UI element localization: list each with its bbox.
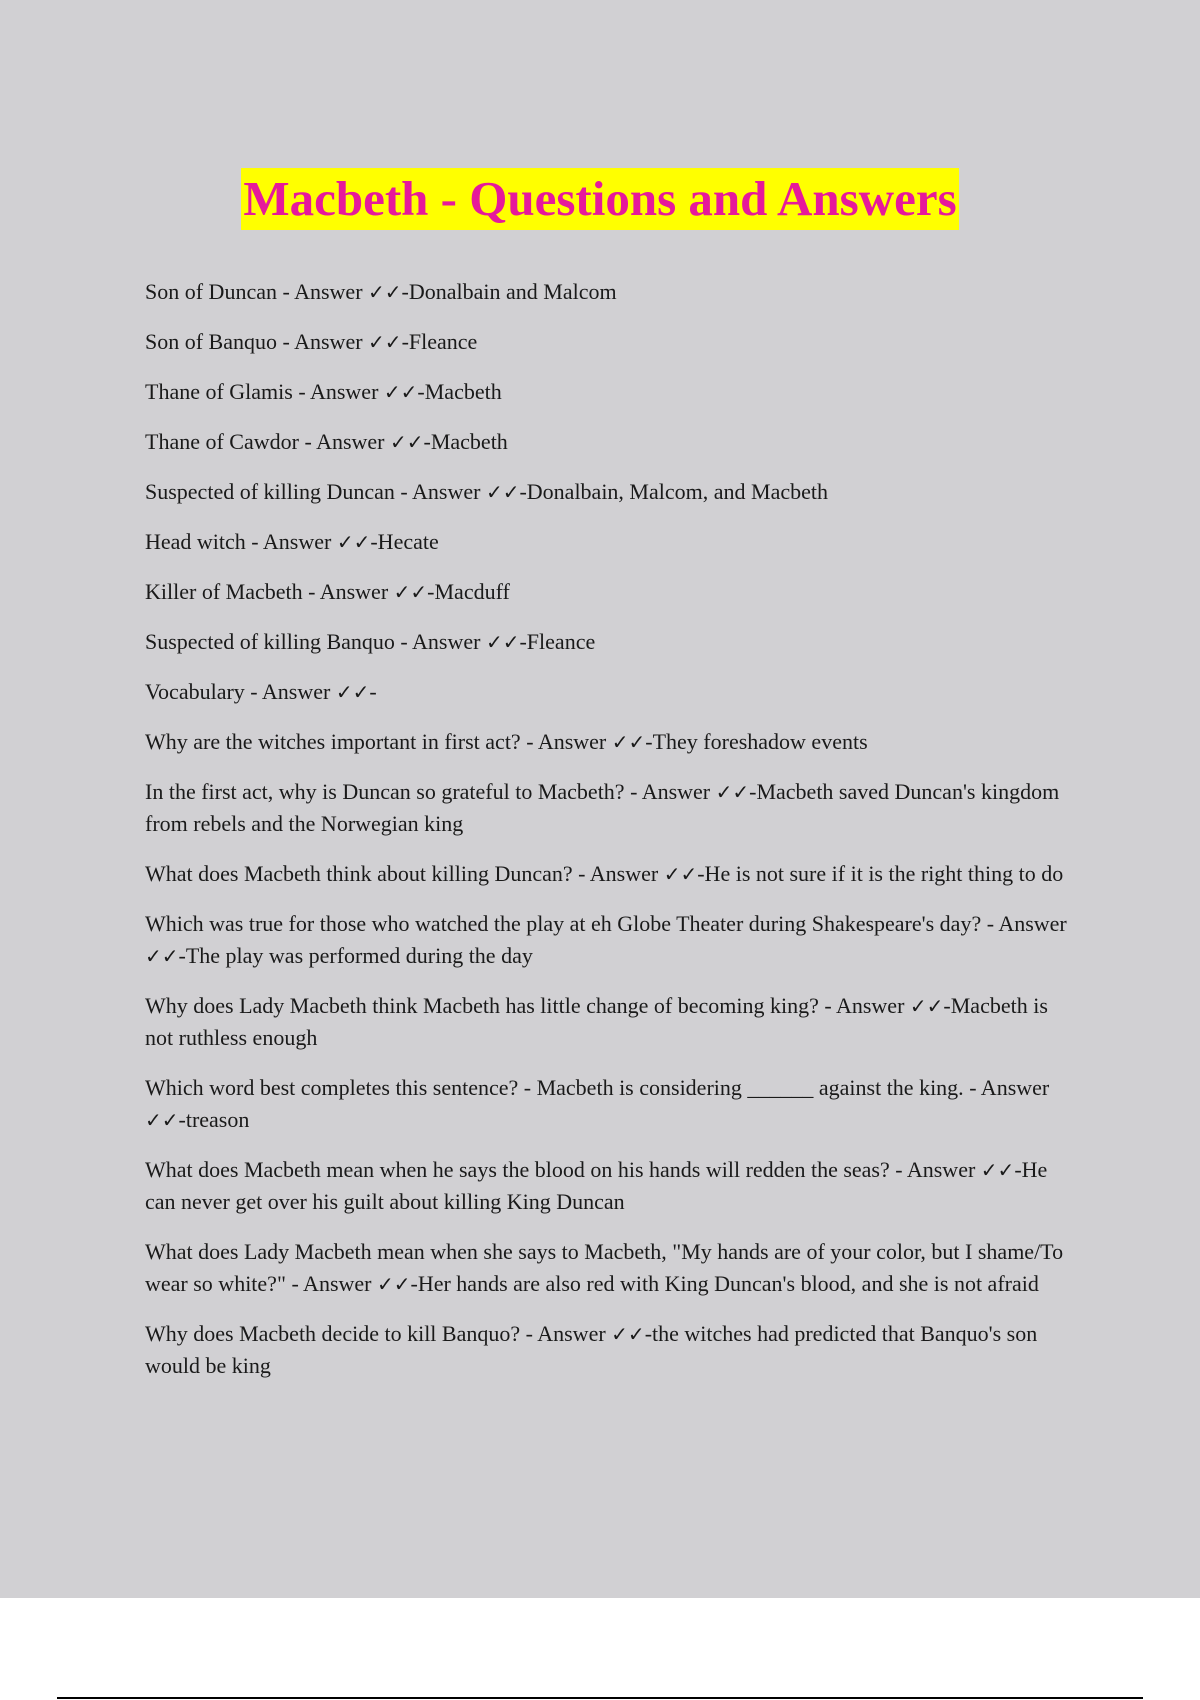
qa-list [145, 276, 1080, 1400]
question-text: Why does Lady Macbeth think Macbeth has little change of becoming king? [145, 993, 819, 1018]
qa-item [145, 1154, 1080, 1218]
answer-text: -Donalbain and Malcom [401, 279, 617, 304]
answer-marker: - Answer [291, 1271, 372, 1296]
answer-marker: - Answer [282, 329, 363, 354]
answer-marker: - Answer [986, 911, 1067, 936]
double-check-icon: ✓✓ [611, 1322, 645, 1346]
question-text: Which was true for those who watched the play at eh Globe Theater during Shakespeare's day? [145, 911, 982, 936]
answer-marker: - Answer [304, 429, 385, 454]
question-text: What does Macbeth think about killing Duncan? [145, 861, 573, 886]
answer-text: -Macduff [427, 579, 510, 604]
double-check-icon: ✓✓ [390, 430, 424, 454]
qa-item [145, 376, 1080, 408]
double-check-icon: ✓✓ [145, 1108, 179, 1132]
answer-marker: - Answer [400, 479, 481, 504]
answer-marker: - Answer [578, 861, 659, 886]
answer-text: -He is not sure if it is the right thing to do [697, 861, 1064, 886]
answer-text: -Fleance [519, 629, 596, 654]
qa-item [145, 676, 1080, 708]
qa-item [145, 726, 1080, 758]
answer-text: -the witches had predicted that Banquo's son would be king [145, 1321, 1038, 1378]
answer-text: -The play was performed during the day [178, 943, 533, 968]
qa-item [145, 426, 1080, 458]
qa-item [145, 526, 1080, 558]
question-text: Killer of Macbeth [145, 579, 303, 604]
answer-marker: - Answer [969, 1075, 1050, 1100]
qa-item [145, 326, 1080, 358]
question-text: Thane of Cawdor [145, 429, 299, 454]
double-check-icon: ✓✓ [368, 280, 402, 304]
question-text: Son of Duncan [145, 279, 277, 304]
qa-item [145, 908, 1080, 972]
answer-text: -He can never get over his guilt about killing King Duncan [145, 1157, 1048, 1214]
double-check-icon: ✓✓ [485, 480, 520, 504]
answer-marker: - Answer [824, 993, 905, 1018]
qa-item [145, 626, 1080, 658]
double-check-icon: ✓✓ [909, 994, 944, 1018]
answer-text: -Donalbain, Malcom, and Macbeth [519, 479, 828, 504]
answer-text: -Macbeth is not ruthless enough [145, 993, 1048, 1050]
question-text: Why does Macbeth decide to kill Banquo? [145, 1321, 521, 1346]
question-text: Why are the witches important in first act? [145, 729, 521, 754]
qa-item [145, 1072, 1080, 1136]
question-text: Suspected of killing Banquo [145, 629, 395, 654]
question-text: Suspected of killing Duncan [145, 479, 395, 504]
answer-marker: - Answer [525, 1321, 606, 1346]
qa-item [145, 576, 1080, 608]
answer-marker: - Answer [526, 729, 607, 754]
bottom-divider [57, 1697, 1143, 1699]
answer-marker: - Answer [251, 529, 332, 554]
page-title: Macbeth - Questions and Answers [241, 168, 958, 230]
answer-marker: - Answer [250, 679, 331, 704]
double-check-icon: ✓✓ [335, 680, 370, 704]
question-text: Head witch [145, 529, 246, 554]
question-text: Vocabulary [145, 679, 245, 704]
double-check-icon: ✓✓ [663, 862, 698, 886]
question-text: In the first act, why is Duncan so grateful to Macbeth? [145, 779, 625, 804]
answer-text: -Macbeth saved Duncan's kingdom from rebels and the Norwegian king [145, 779, 1060, 836]
qa-item [145, 1318, 1080, 1382]
double-check-icon: ✓✓ [393, 580, 428, 604]
qa-item [145, 776, 1080, 840]
answer-text: -They foreshadow events [645, 729, 868, 754]
question-text: Thane of Glamis [145, 379, 293, 404]
answer-text: -Fleance [401, 329, 478, 354]
double-check-icon: ✓✓ [485, 630, 520, 654]
answer-marker: - Answer [298, 379, 379, 404]
double-check-icon: ✓✓ [145, 944, 179, 968]
question-text: What does Lady Macbeth mean when she says to Macbeth, "My hands are of your color, but I shame/To wear so white?" [145, 1239, 1064, 1296]
qa-item [145, 858, 1080, 890]
answer-text: -Macbeth [417, 379, 502, 404]
answer-text: -Macbeth [423, 429, 508, 454]
question-text: What does Macbeth mean when he says the blood on his hands will redden the seas? [145, 1157, 890, 1182]
answer-marker: - Answer [895, 1157, 976, 1182]
double-check-icon: ✓✓ [715, 780, 750, 804]
qa-item [145, 276, 1080, 308]
title-wrapper [0, 168, 1200, 230]
answer-text: - [369, 679, 377, 704]
answer-marker: - Answer [630, 779, 711, 804]
question-text: Which word best completes this sentence? - Macbeth is considering ______ against the king. [145, 1075, 964, 1100]
double-check-icon: ✓✓ [368, 330, 402, 354]
qa-item [145, 1236, 1080, 1300]
answer-marker: - Answer [282, 279, 363, 304]
qa-item [145, 476, 1080, 508]
double-check-icon: ✓✓ [336, 530, 371, 554]
answer-marker: - Answer [400, 629, 481, 654]
double-check-icon: ✓✓ [611, 730, 646, 754]
double-check-icon: ✓✓ [980, 1158, 1015, 1182]
qa-item [145, 990, 1080, 1054]
double-check-icon: ✓✓ [383, 380, 418, 404]
question-text: Son of Banquo [145, 329, 277, 354]
double-check-icon: ✓✓ [376, 1272, 411, 1296]
answer-text: -Hecate [370, 529, 439, 554]
answer-marker: - Answer [308, 579, 389, 604]
answer-text: -treason [178, 1107, 250, 1132]
answer-text: -Her hands are also red with King Duncan's blood, and she is not afraid [410, 1271, 1039, 1296]
